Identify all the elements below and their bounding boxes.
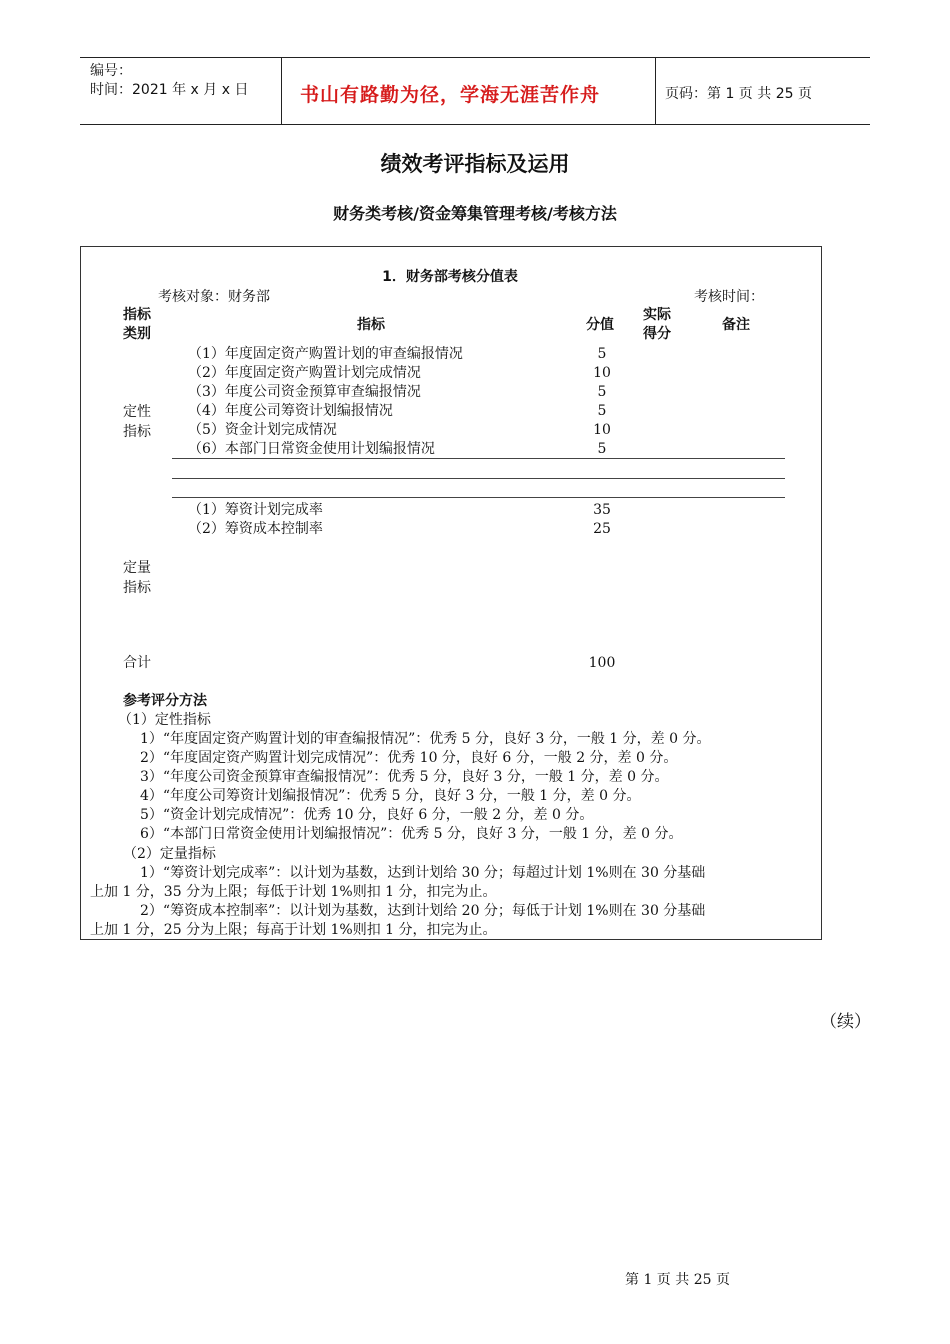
list-item: 2）“年度固定资产购置计划完成情况”：优秀 10 分，良好 6 分，一般 2 分，差 0 分。: [140, 750, 678, 766]
method-heading: 参考评分方法: [123, 693, 207, 709]
total-label: 合计: [123, 655, 151, 671]
qualitative-method-heading: （1）定性指标: [118, 712, 211, 728]
table-row: （2）筹资成本控制率: [188, 521, 323, 537]
qualitative-indicator-list: [188, 345, 463, 459]
table-row: （3）年度公司资金预算审查编报情况: [188, 384, 421, 400]
col-actual-header: 实际 得分: [643, 307, 671, 342]
score-cell: 25: [593, 521, 611, 537]
continued-mark: （续）: [820, 1012, 871, 1032]
col-score-header: 分值: [586, 317, 614, 333]
table-row: （5）资金计划完成情况: [188, 422, 337, 438]
list-item: 3）“年度公司资金预算审查编报情况”：优秀 5 分，良好 3 分，一般 1 分，差 0 分。: [140, 769, 669, 785]
quantitative-score-list: [582, 501, 622, 539]
date-label: 时间：2021 年 x 月 x 日: [90, 82, 249, 98]
score-cell: 10: [593, 422, 611, 438]
qualitative-method-list: [140, 730, 710, 844]
list-item: 5）“资金计划完成情况”：优秀 10 分，良好 6 分，一般 2 分，差 0 分。: [140, 807, 594, 823]
header-bottom-rule: [80, 124, 870, 125]
quantitative-category-label: 定量 指标: [123, 560, 151, 596]
table-row: （1）筹资计划完成率: [188, 502, 323, 518]
qualitative-score-list: [582, 345, 622, 459]
table-caption: 1．财务部考核分值表: [382, 269, 518, 285]
table-row: （1）年度固定资产购置计划的审查编报情况: [188, 346, 463, 362]
header-divider-left: [281, 57, 282, 125]
list-item: 2）“筹资成本控制率”：以计划为基数，达到计划给 20 分；每低于计划 1%则在 30 分基础 上加 1 分，25 分为上限；每高于计划 1%则扣 1 分，扣完为止。: [90, 903, 706, 938]
header-divider-right: [655, 57, 656, 125]
page-subtitle: 财务类考核/资金筹集管理考核/考核方法: [333, 204, 617, 223]
table-row: （4）年度公司筹资计划编报情况: [188, 403, 393, 419]
quantitative-method-list: [90, 864, 705, 940]
score-cell: 5: [597, 384, 607, 400]
table-rule: [172, 497, 785, 498]
header-top-rule: [80, 57, 870, 58]
col-category-header: 指标 类别: [123, 307, 151, 342]
total-score: 100: [588, 655, 616, 671]
qualitative-category-label: 定性 指标: [123, 404, 151, 440]
header-motto: 书山有路勤为径，学海无涯苦作舟: [300, 84, 601, 106]
score-cell: 5: [597, 346, 607, 362]
page-title: 绩效考评指标及运用: [380, 152, 570, 176]
quantitative-method-heading: （2）定量指标: [123, 846, 216, 862]
table-row: （6）本部门日常资金使用计划编报情况: [188, 441, 435, 457]
serial-label: 编号：: [90, 63, 132, 79]
page-info: 页码：第 1 页 共 25 页: [665, 86, 812, 102]
score-cell: 35: [593, 502, 611, 518]
col-indicator-header: 指标: [357, 317, 385, 333]
quantitative-indicator-list: [188, 501, 323, 539]
assessment-subject: 考核对象：财务部: [158, 289, 270, 305]
table-rule: [172, 458, 785, 459]
list-item: 6）“本部门日常资金使用计划编报情况”：优秀 5 分，良好 3 分，一般 1 分，差 0 分。: [140, 826, 683, 842]
col-remark-header: 备注: [722, 317, 750, 333]
score-cell: 5: [597, 403, 607, 419]
score-cell: 10: [593, 365, 611, 381]
frame-top-rule: [80, 246, 821, 247]
page-footer: 第 1 页 共 25 页: [625, 1272, 730, 1288]
score-cell: 5: [597, 441, 607, 457]
list-item: 1）“筹资计划完成率”：以计划为基数，达到计划给 30 分；每超过计划 1%则在 30 分基础 上加 1 分，35 分为上限；每低于计划 1%则扣 1 分，扣完为止。: [90, 865, 706, 900]
table-row: （2）年度固定资产购置计划完成情况: [188, 365, 421, 381]
table-rule: [172, 478, 785, 479]
list-item: 1）“年度固定资产购置计划的审查编报情况”：优秀 5 分，良好 3 分，一般 1 分，差 0 分。: [140, 731, 711, 747]
assessment-time-label: 考核时间：: [694, 289, 764, 305]
list-item: 4）“年度公司筹资计划编报情况”：优秀 5 分，良好 3 分，一般 1 分，差 0 分。: [140, 788, 641, 804]
